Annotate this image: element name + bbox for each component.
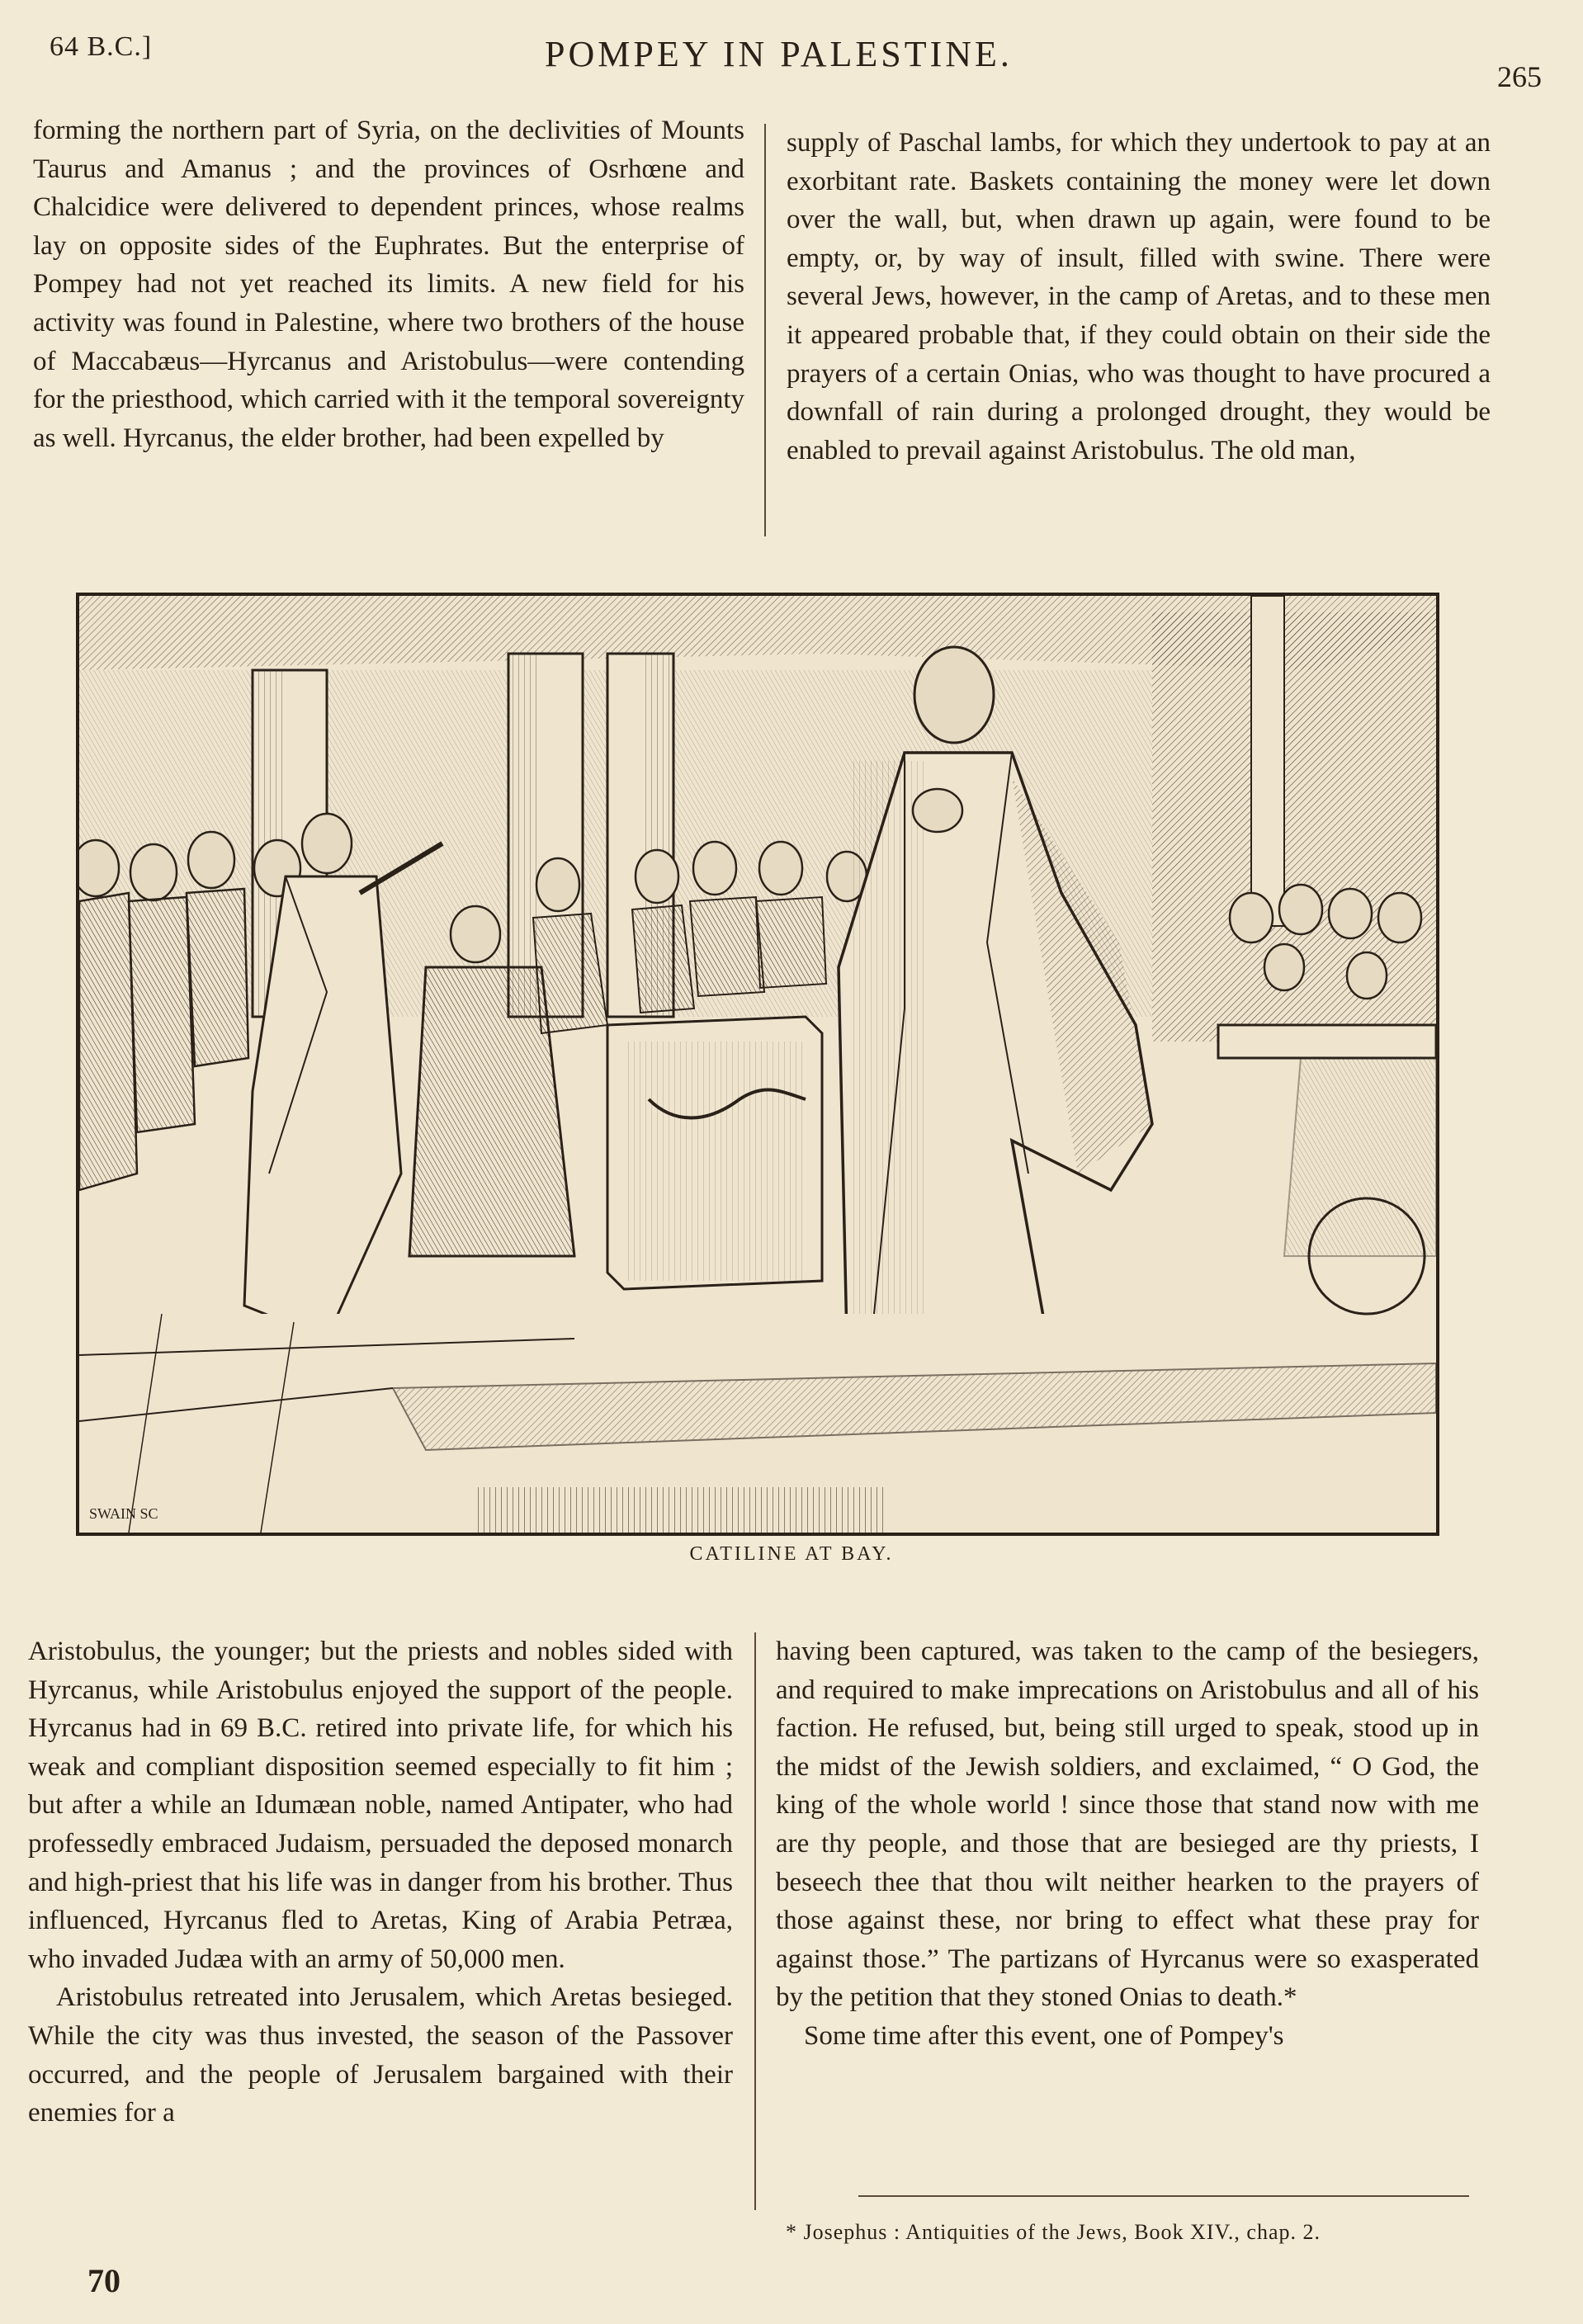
running-head-title: POMPEY IN PALESTINE. (545, 34, 1013, 74)
running-head (50, 31, 1542, 97)
text-column-bottom-right (776, 1632, 1479, 2056)
page-number: 265 (1497, 60, 1542, 93)
paragraph: Aristobulus retreated into Jerusalem, which Aretas besieged. While the city was thus invested, the season of the Passover occurred, and the people of Jerusalem bargained with their enemies for a (28, 1982, 733, 2128)
text-column-top-right (787, 124, 1491, 470)
column-divider (764, 124, 766, 536)
column-divider (754, 1632, 756, 2210)
illustration-catiline-at-bay (76, 593, 1439, 1536)
text-column-top-left (33, 111, 744, 457)
text-column-bottom-left (28, 1632, 733, 2133)
engraving-image (79, 596, 1436, 1533)
running-head-date: 64 B.C.] (50, 31, 153, 62)
paragraph: forming the northern part of Syria, on the declivities of Mounts Taurus and Amanus ; and the provinces of Osrhœne and Chalcidice were delivered to dependent princes, whose realms lay on opposite sides of the Euphrates. But the enterprise of Pompey had not yet reached its limits. A new field for his activity was found in Palestine, where two brothers of the house of Maccabæus—Hyrcanus and Aristobulus—were contending for the priesthood, which carried with it the temporal sovereignty as well. Hyrcanus, the elder brother, had been expelled by (33, 116, 744, 453)
paragraph: Aristobulus, the younger; but the priests and nobles sided with Hyrcanus, while Aristobulus enjoyed the support of the people. Hyrcanus had in 69 B.C. retired into private life, for which his weak and compliant disposition seemed especially to fit him ; but after a while an Idumæan noble, named Antipater, who had professedly embraced Judaism, persuaded the deposed monarch and high-priest that his life was in danger from his brother. Thus influenced, Hyrcanus fled to Aretas, King of Arabia Petræa, who invaded Judæa with an army of 50,000 men. (28, 1637, 733, 1974)
paragraph: having been captured, was taken to the camp of the besiegers, and required to make imprecations on Aristobulus and all of his faction. He refused, but, being still urged to speak, stood up in the midst of the Jewish soldiers, and exclaimed, “ O God, the king of the whole world ! since those that stand now with me are thy people, and those that are besieged are thy priests, I beseech thee that thou wilt neither hearken to the prayers of those against these, nor bring to effect what these pray for against those.” The partizans of Hyrcanus were so exasperated by the petition that they stoned Onias to death.* (776, 1637, 1479, 2013)
signature-mark: 70 (87, 2262, 120, 2299)
illustration-caption: CATILINE AT BAY. (689, 1543, 894, 1565)
footnote-rule (858, 2195, 1469, 2197)
paragraph: Some time after this event, one of Pompey's (804, 2020, 1284, 2051)
engraver-signature: SWAIN SC (89, 1505, 158, 1522)
paragraph: supply of Paschal lambs, for which they undertook to pay at an exorbitant rate. Baskets containing the money were let down over the wall, but, when drawn up again, were found to be empty, or, by way of insult, filled with swine. There were several Jews, however, in the camp of Aretas, and to these men it appeared probable that, if they could obtain on their side the prayers of a certain Onias, who was thought to have procured a downfall of rain during a prolonged drought, they would be enabled to prevail against Aristobulus. The old man, (787, 128, 1491, 465)
footnote: * Josephus : Antiquities of the Jews, Book XIV., chap. 2. (786, 2220, 1321, 2244)
